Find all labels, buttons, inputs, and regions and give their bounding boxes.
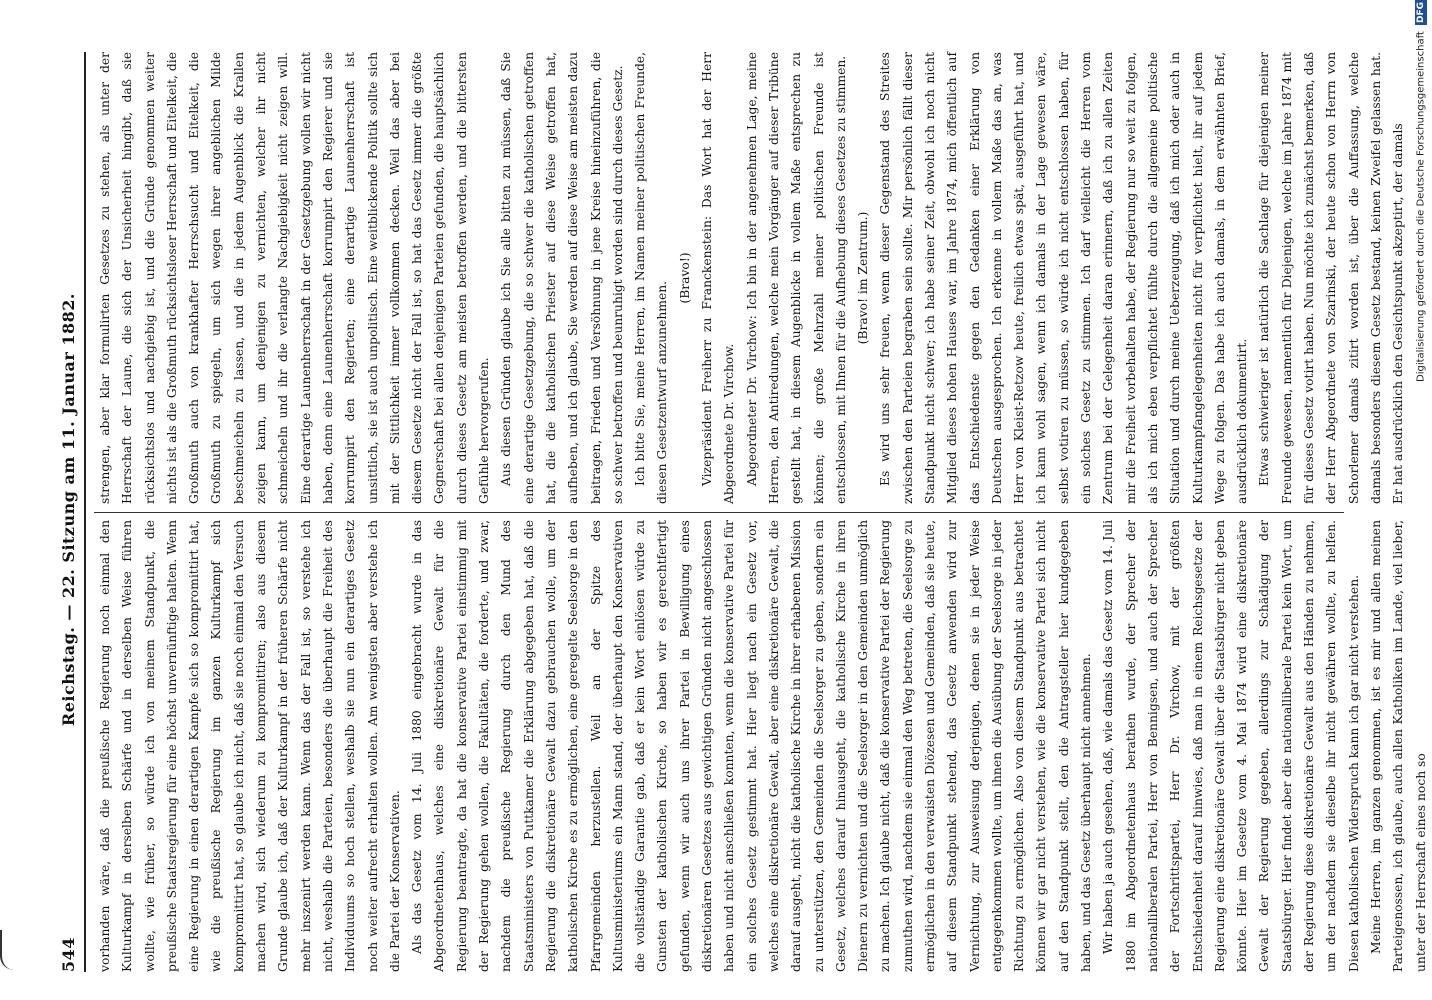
paragraph: Meine Herren, im ganzen genommen, ist es mir und allen meinen Parteigenossen, ich glaube, auch allen Katholiken im Lande, viel lieber, unter der Herrschaft eines noch so xyxy=(1368,520,1428,972)
page-title: Reichstag. — 22. Sitzung am 11. Januar 1882. xyxy=(58,293,78,727)
dfg-logo: DFG xyxy=(1416,2,1426,24)
paragraph: Als das Gesetz vom 14. Juli 1880 eingebracht wurde in das Abgeordnetenhaus, welches eine diskretionäre Gewalt für die Regierung beantragte, da hat die konservative Partei einstimmig mit der Regierung gehen wollen, die Fakultäten, die forderte, und zwar, nachdem die preußische Regierung durch den Mund des Staatsministers von Puttkamer die Erklärung abgegeben hat, daß die Regierung die diskretionäre Gewalt dazu gebrauchen wolle, um der katholischen Kirche es zu ermöglichen, eine geregelte Seelsorge in den Pfarrgemeinden herzustellen. Weil an der Spitze des Kultusministeriums ein Mann stand, der überhaupt den Konservativen die vollständige Garantie gab, daß er kein Wort einlösen würde zu Gunsten der katholischen Kirche, so haben wir es gerechtfertigt gefunden, wenn wir auch uns ihrer Partei in Bewilligung eines diskretionären Gesetzes aus gewichtigen Gründen nicht angeschlossen haben und nicht anschließen konnten, wenn die konservative Partei für ein solches Gesetz gestimmt hat. Hier liegt nach ein Gesetz vor, welches eine diskretionäre Gewalt, aber eine diskretionäre Gewalt, die darauf ausgeht, nicht die katholische Kirche in ihrer erhabenen Mission zu unterstützen, den Gemeinden die Seelsorger zu geben, sondern ein Gesetz, welches darauf hinausgeht, die katholische Kirche in ihren Dienern zu vernichten und die Seelsorger in den Gemeinden unmöglich zu machen. Ich glaube nicht, daß die konservative Partei der Regierung zumuthen wird, nachdem sie einmal den Weg betreten, die Seelsorge zu ermöglichen in den verwaisten Diözesen und Gemeinden, daß sie heute, auf diesem Standpunkt stehend, das Gesetz anwenden wird zur Vernichtung, zur Ausweisung derjenigen, denen sie in jeder Weise entgegenkommen wollte, um ihnen die Ausübung der Seelsorge in jeder Richtung zu ermöglichen. Also von diesem Standpunkt aus betrachtet können wir gar nicht verstehen, wie die konservative Partei sich nicht auf den Standpunkt stellt, den die Antragsteller hier kundgegeben haben, und das Gesetz überhaupt nicht annehmen. xyxy=(410,520,1094,972)
paragraph: Etwas schwieriger ist natürlich die Sachlage für diejenigen meiner Freunde gewesen, namentlich für Diejenigen, welche im Jahre 1874 mit für dieses Gesetz votirt haben. Nun möchte ich zunächst bemerken, daß der Herr Abgeordnete von Szarinski, der heute schon von Herrn von Schorlemer damals zitirt worden ist, über die Auffassung, welche damals besonders diesem Gesetz bestand, keinen Zweifel gelassen hat. Er hat ausdrücklich den Gesichtspunkt akzeptirt, der damals xyxy=(1257,52,1406,504)
page-header xyxy=(56,52,80,972)
scan-edge-mark xyxy=(0,930,26,970)
page-number: 544 xyxy=(58,937,78,972)
right-column xyxy=(94,52,1406,504)
paragraph: Es wird uns sehr freuen, wenn dieser Gegenstand des Streites zwischen den Parteien begraben sein sollte. Mir persönlich fällt dieser Standpunkt nicht schwer; ich habe seiner Zeit, obwohl ich noch nicht Mitglied dieses hohen Hauses war, im Jahre 1874, mich öffentlich auf das Entschiedenste gegen den Gedanken einer Erklärung von Deutschen ausgesprochen. Ich erkenne in vollem Maße das an, was Herr von Kleist-Retzow heute, freilich etwas spät, ausgeführt hat, und ich kann wohl sagen, wenn ich damals in der Lage gewesen wäre, selbst votiren zu müssen, so würde ich nicht entschlossen haben, für ein solches Gesetz zu stimmen. Ich darf vielleicht die Herren vom Zentrum bei der Gelegenheit daran erinnern, daß ich zu allen Zeiten mir die Freiheit vorbehalten habe, der Regierung nur so weit zu folgen, als ich mich eben verpflichtet fühlte durch die allgemeine politische Situation und durch meine Ueberzeugung, daß ich mich oder auch in Kulturkampfangelegenheiten nicht für verpflichtet hielt, ihr auf jedem Wege zu folgen. Das habe ich auch damals, in dem erwähnten Brief, ausdrücklich dokumentirt. xyxy=(878,52,1250,504)
left-column xyxy=(94,520,1428,972)
paragraph: Abgeordneter Dr. Virchow: Ich bin in der angenehmen Lage, meine Herren, den Antiredungen, welche mein Vorgänger auf dieser Tribüne gestellt hat, in diesem Augenblicke in vollem Maße entsprechen zu können; die große Mehrzahl meiner politischen Freunde ist entschlossen, mit Ihnen für die Aufhebung dieses Gesetzes zu stimmen. xyxy=(744,52,848,504)
header-rule xyxy=(84,52,86,972)
paragraph: (Bravo! im Zentrum.) xyxy=(856,211,871,345)
paragraph: Aus diesen Gründen glaube ich Sie alle bitten zu müssen, daß Sie eine derartige Gesetzgebung, die so schwer die katholischen getroffen hat, die die katholischen Priester auf diese Weise getroffen hat, aufheben, und ich glaube, Sie werden auf diese Weise am meisten dazu beitragen, Frieden und Versöhnung in jene Kreise hineinzuführen, die so schwer betroffen und beunruhigt worden sind durch dieses Gesetz. xyxy=(499,52,625,504)
paragraph: Vizepräsident Freiherr zu Franckenstein: Das Wort hat der Herr Abgeordnete Dr. Virchow. xyxy=(700,52,737,504)
paragraph: Ich bitte Sie, meine Herren, im Namen meiner politischen Freunde, diesen Gesetzentwurf anzunehmen. xyxy=(633,52,670,504)
column-divider xyxy=(94,512,1344,513)
paragraph: (Bravo!) xyxy=(677,252,692,304)
paragraph: Wir haben ja auch gesehen, daß, wie damals das Gesetz vom 14. Juli 1880 im Abgeordnetenhaus berathen wurde, der Sprecher der nationalliberalen Partei, Herr von Bennigsen, und auch der Sprecher der Fortschrittspartei, Herr Dr. Virchow, mit der größten Entschiedenheit darauf hinwies, daß man in einem Reichsgesetze der Regierung eine diskretionäre Gewalt über die Staatsbürger nicht geben könnte. Hier im Gesetze vom 4. Mai 1874 wird eine diskretionäre Gewalt der Regierung gegeben, allerdings zur Schädigung der Staatsbürger. Hier findet aber die nationalliberale Partei kein Wort, um der Regierung diese diskretionäre Gewalt aus den Händen zu nehmen, um der nachdem sie dieselbe ihr nicht gewähren wollte, zu helfen. Diesen katholischen Widerspruch kann ich gar nicht verstehen. xyxy=(1101,520,1361,972)
paragraph: vorhanden wäre, daß die preußische Regierung noch einmal den Kulturkampf in derselben Schärfe und in derselben Weise führen wollte, wie früher, so würde ich von meinem Standpunkt, die preußische Staatsregierung für eine höchst unvernünftige halten. Wenn eine Regierung in einen derartigen Kampfe sich so kompromittirt hat, wie die preußische Regierung im ganzen Kulturkampf sich kompromittirt hat, so glaube ich nicht, daß sie noch einmal den Versuch machen wird, sich wiederum zu kompromittiren; also aus diesem Grunde glaube ich, daß der Kulturkampf in der früheren Schärfe nicht mehr inszenirt werden kann. Wenn das der Fall ist, so verstehe ich nicht, weshalb die Parteien, besonders die überhaupt die Freiheit des Individuums so hoch stellen, weshalb sie nun ein derartiges Gesetz noch weiter aufrecht erhalten wollen. Am wenigsten aber verstehe ich die Partei der Konservativen. xyxy=(98,520,402,972)
digitization-note: Digitalisierung gefördert durch die Deutsche Forschungsgemeinschaft xyxy=(1415,31,1427,382)
digitization-credit xyxy=(1414,0,1428,1000)
paragraph: strengen, aber klar formulirten Gesetzes zu stehen, als unter der Herrschaft der Laune, die sich der Unsicherheit hingibt, daß sie rücksichtslos und nachgiebig ist, und die Gründe genommen weiter nichts ist als die Großmuth rücksichtsloser Herrschaft und Eitelkeit, die Großmuth auch von krankhafter Herrschsucht und Eitelkeit, die Großmuth zu spiegeln, um sich wegen ihrer angeblichen Milde beschmeicheln zu lassen, und die in jedem Augenblick die Krallen zeigen kann, um denjenigen zu vernichten, welcher ihr nicht schmeicheln und ihr die verlangte Nachgiebigkeit nicht zeigen will. Eine derartige Launenherrschaft in der Gesetzgebung wollen wir nicht haben, denn eine Launenherrschaft korrumpirt den Regierer und sie korrumpirt den Regierten; eine derartige Launenherrschaft ist unsittlich, sie ist auch unpolitisch. Eine weitblickende Politik sollte sich mit der Sittlichkeit immer vollkommen decken. Weil das aber bei diesem Gesetze nicht der Fall ist, so hat das Gesetz immer die größte Gegnerschaft bei allen denjenigen Parteien gefunden, die hauptsächlich durch dieses Gesetz am meisten betroffen werden, und die bittersten Gefühle hervorgerufen. xyxy=(98,52,492,504)
